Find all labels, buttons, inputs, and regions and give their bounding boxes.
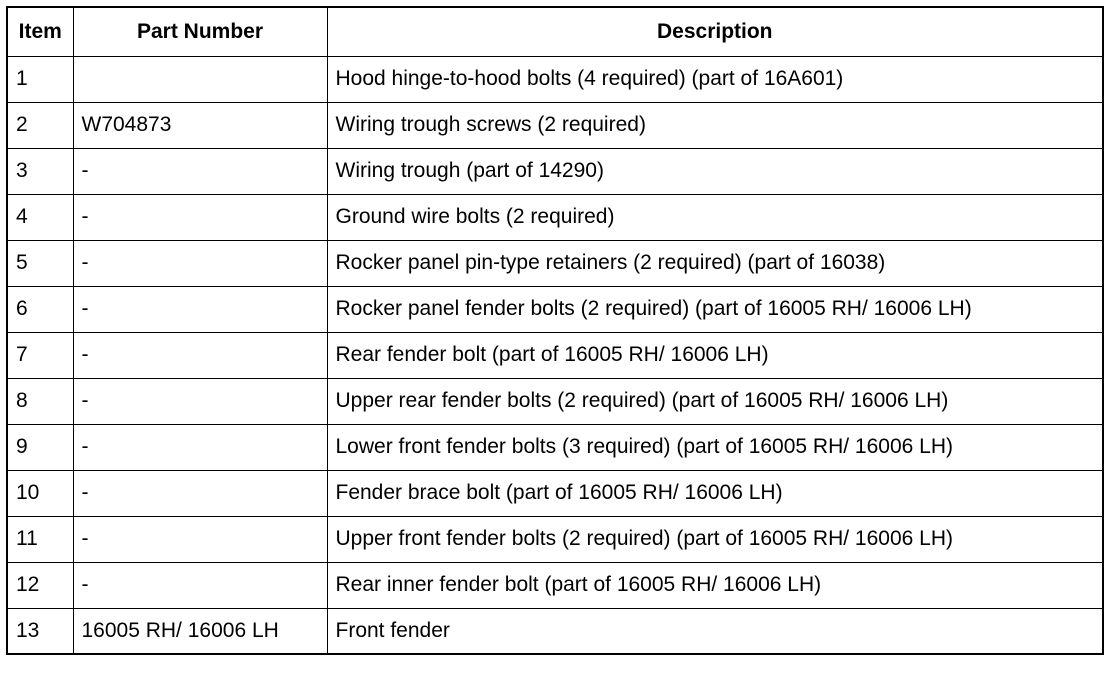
cell-description: Lower front fender bolts (3 required) (part of 16005 RH/ 16006 LH) [327, 424, 1103, 470]
cell-description: Front fender [327, 608, 1103, 654]
table-row [7, 102, 1103, 148]
cell-item: 2 [7, 102, 73, 148]
cell-description: Rocker panel fender bolts (2 required) (part of 16005 RH/ 16006 LH) [327, 286, 1103, 332]
header-description: Description [327, 7, 1103, 56]
table-row [7, 148, 1103, 194]
cell-item: 13 [7, 608, 73, 654]
cell-part-number [73, 56, 327, 102]
cell-item: 1 [7, 56, 73, 102]
table-row [7, 56, 1103, 102]
table-row [7, 240, 1103, 286]
cell-item: 7 [7, 332, 73, 378]
cell-part-number: - [73, 516, 327, 562]
table-row [7, 470, 1103, 516]
cell-item: 12 [7, 562, 73, 608]
table-row [7, 562, 1103, 608]
header-item: Item [7, 7, 73, 56]
cell-part-number: - [73, 378, 327, 424]
cell-description: Rear fender bolt (part of 16005 RH/ 16006 LH) [327, 332, 1103, 378]
cell-part-number: - [73, 286, 327, 332]
cell-item: 5 [7, 240, 73, 286]
cell-description: Wiring trough screws (2 required) [327, 102, 1103, 148]
cell-description: Rear inner fender bolt (part of 16005 RH/ 16006 LH) [327, 562, 1103, 608]
table-row [7, 378, 1103, 424]
table-row [7, 286, 1103, 332]
cell-part-number: - [73, 194, 327, 240]
cell-part-number: W704873 [73, 102, 327, 148]
cell-part-number: - [73, 240, 327, 286]
cell-item: 10 [7, 470, 73, 516]
cell-item: 8 [7, 378, 73, 424]
cell-item: 11 [7, 516, 73, 562]
cell-item: 9 [7, 424, 73, 470]
cell-description: Ground wire bolts (2 required) [327, 194, 1103, 240]
cell-item: 3 [7, 148, 73, 194]
cell-part-number: - [73, 424, 327, 470]
table-row [7, 424, 1103, 470]
cell-item: 4 [7, 194, 73, 240]
cell-description: Hood hinge-to-hood bolts (4 required) (part of 16A601) [327, 56, 1103, 102]
cell-part-number: 16005 RH/ 16006 LH [73, 608, 327, 654]
parts-table [6, 6, 1104, 655]
cell-description: Upper front fender bolts (2 required) (part of 16005 RH/ 16006 LH) [327, 516, 1103, 562]
cell-part-number: - [73, 470, 327, 516]
cell-description: Fender brace bolt (part of 16005 RH/ 16006 LH) [327, 470, 1103, 516]
table-row [7, 608, 1103, 654]
parts-table-container [6, 6, 1102, 655]
cell-part-number: - [73, 148, 327, 194]
header-part-number: Part Number [73, 7, 327, 56]
cell-description: Wiring trough (part of 14290) [327, 148, 1103, 194]
cell-part-number: - [73, 332, 327, 378]
cell-description: Rocker panel pin-type retainers (2 required) (part of 16038) [327, 240, 1103, 286]
table-row [7, 332, 1103, 378]
cell-description: Upper rear fender bolts (2 required) (part of 16005 RH/ 16006 LH) [327, 378, 1103, 424]
table-row [7, 516, 1103, 562]
table-row [7, 194, 1103, 240]
table-header-row [7, 7, 1103, 56]
cell-item: 6 [7, 286, 73, 332]
cell-part-number: - [73, 562, 327, 608]
